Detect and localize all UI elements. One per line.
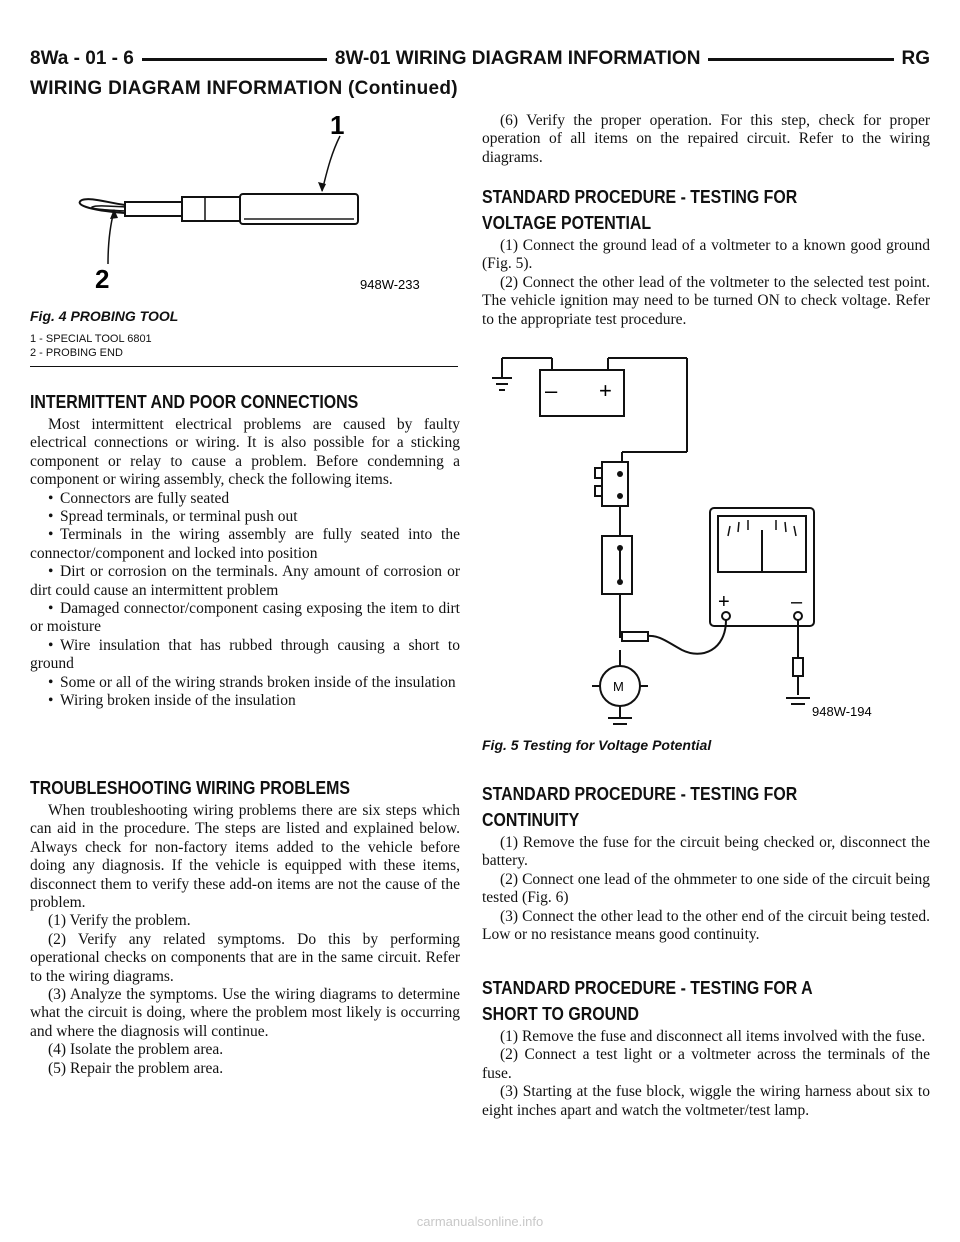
meter-plus-label: + bbox=[718, 591, 730, 613]
ground-probe bbox=[793, 658, 803, 676]
probing-tool-illustration bbox=[30, 106, 460, 311]
callout-2-leader bbox=[108, 211, 114, 264]
meter-minus-label: – bbox=[791, 591, 803, 613]
figure-legend bbox=[30, 332, 152, 360]
short-to-ground-section bbox=[482, 976, 930, 1120]
legend-item: 1 - SPECIAL TOOL 6801 bbox=[30, 333, 152, 345]
bullet-icon: • bbox=[48, 673, 54, 691]
voltmeter-neg-jack bbox=[794, 612, 802, 620]
bullet-icon: • bbox=[48, 563, 54, 581]
troubleshooting-section bbox=[30, 776, 460, 1078]
voltmeter-pos-jack bbox=[722, 612, 730, 620]
tool-collar bbox=[182, 197, 240, 221]
bullet-icon: • bbox=[48, 489, 54, 507]
watermark: carmanualsonline.info bbox=[416, 1214, 544, 1229]
step-item: (2) Connect the other lead of the voltmeter to the selected test point. The vehicle ignition may need to be turned ON to check voltage. Refer to the appropriate test procedure. bbox=[482, 273, 930, 328]
continuity-section bbox=[482, 782, 930, 944]
figure-5 bbox=[482, 350, 930, 760]
header-model: RG bbox=[901, 48, 930, 69]
step-item: (1) Remove the fuse for the circuit being checked or, disconnect the battery. bbox=[482, 834, 930, 870]
bullet-item bbox=[30, 637, 460, 674]
bullet-icon: • bbox=[48, 600, 54, 618]
bullet-text: Wire insulation that has rubbed through causing a short to ground bbox=[30, 636, 460, 673]
bullet-text: Dirt or corrosion on the terminals. Any amount of corrosion or dirt could cause an intermittent problem bbox=[30, 563, 460, 599]
bullet-item bbox=[30, 526, 460, 563]
bullet-icon: • bbox=[48, 508, 54, 526]
step-item: (1) Connect the ground lead of a voltmeter to a known good ground (Fig. 5). bbox=[482, 237, 930, 273]
dial-tick bbox=[728, 526, 730, 536]
dial-tick bbox=[785, 522, 786, 532]
step-item: (5) Repair the problem area. bbox=[48, 1059, 224, 1077]
header-rule bbox=[708, 58, 893, 61]
step-item: (2) Verify any related symptoms. Do this by performing operational checks on components that are in the same circuit. Refer to the wiring diagrams. bbox=[30, 930, 460, 985]
bullet-item bbox=[30, 674, 460, 692]
bullet-text: Spread terminals, or terminal push out bbox=[60, 508, 298, 526]
figure-caption: Fig. 4 PROBING TOOL bbox=[30, 308, 179, 324]
step-item: (3) Connect the other lead to the other end of the circuit being tested. Low or no resistance means good continuity. bbox=[482, 907, 930, 944]
bullet-icon: • bbox=[48, 636, 54, 654]
section-heading: STANDARD PROCEDURE - TESTING FOR bbox=[482, 186, 798, 207]
switch-box bbox=[602, 536, 632, 594]
paragraph: When troubleshooting wiring problems there are six steps which can aid in the procedure. The steps are listed and explained below. Always check for non-factory items added to the vehicle before doing any diagnosis. If the vehicle is equipped with these items, disconnect them to verify these add-on items are not the cause of the problem. bbox=[30, 802, 460, 912]
section-heading: STANDARD PROCEDURE - TESTING FOR bbox=[482, 783, 798, 804]
bullet-text: Damaged connector/component casing exposing the item to dirt or moisture bbox=[30, 600, 460, 636]
section-heading: SHORT TO GROUND bbox=[482, 1003, 640, 1024]
step6-block bbox=[482, 112, 930, 167]
connector-tab bbox=[595, 486, 602, 496]
paragraph: Most intermittent electrical problems are caused by faulty electrical connections or wiring. It is also possible for a sticking component or relay to cause a problem. Before condemning a component or wiring assembly, check the following items. bbox=[30, 416, 460, 489]
figure-caption: Fig. 5 Testing for Voltage Potential bbox=[482, 737, 712, 753]
bullet-icon: • bbox=[48, 526, 54, 544]
section-heading: TROUBLESHOOTING WIRING PROBLEMS bbox=[30, 777, 350, 798]
bullet-item bbox=[30, 692, 460, 710]
section-heading: STANDARD PROCEDURE - TESTING FOR A bbox=[482, 977, 813, 998]
step-item: (1) Remove the fuse and disconnect all items involved with the fuse. bbox=[500, 1028, 926, 1045]
bullet-text: Connectors are fully seated bbox=[60, 489, 230, 507]
section-heading: INTERMITTENT AND POOR CONNECTIONS bbox=[30, 391, 359, 412]
motor-label: M bbox=[613, 679, 624, 694]
dial-tick bbox=[794, 526, 796, 536]
probe-clip bbox=[622, 632, 648, 641]
callout-1: 1 bbox=[330, 110, 345, 140]
battery-plus-label: + bbox=[599, 378, 612, 403]
contact-dot bbox=[617, 493, 623, 499]
bullet-item bbox=[30, 600, 460, 637]
connector-tab bbox=[595, 468, 602, 478]
figure-code: 948W-233 bbox=[360, 277, 420, 292]
figure-rule bbox=[30, 366, 458, 367]
dial-tick bbox=[738, 522, 739, 532]
step-item: (2) Connect one lead of the ohmmeter to one side of the circuit being tested (Fig. 6) bbox=[482, 870, 930, 907]
step-item: (2) Connect a test light or a voltmeter across the terminals of the fuse. bbox=[482, 1046, 930, 1082]
bullet-icon: • bbox=[48, 692, 54, 710]
section-heading: VOLTAGE POTENTIAL bbox=[482, 212, 652, 233]
bullet-text: Terminals in the wiring assembly are fully seated into the connector/component and locked into position bbox=[30, 526, 460, 562]
callout-1-arrow bbox=[318, 182, 326, 192]
contact-dot bbox=[617, 471, 623, 477]
callout-2: 2 bbox=[95, 264, 110, 294]
tool-shaft bbox=[125, 202, 182, 216]
section-heading: CONTINUITY bbox=[482, 809, 580, 830]
figure-4 bbox=[30, 106, 460, 368]
bullet-item bbox=[30, 563, 460, 600]
bullet-item bbox=[30, 490, 460, 508]
legend-item: 2 - PROBING END bbox=[30, 347, 123, 359]
page-number: 8Wa - 01 - 6 bbox=[30, 48, 134, 69]
voltage-test-diagram bbox=[482, 350, 930, 730]
header-title: 8W-01 WIRING DIAGRAM INFORMATION bbox=[334, 48, 701, 69]
step-item: (1) Verify the problem. bbox=[48, 912, 191, 930]
step-item: (3) Analyze the symptoms. Use the wiring diagrams to determine what the circuit is doing, where the problem most likely is occurring and where the diagnosis will continue. bbox=[30, 986, 460, 1040]
callout-1-leader bbox=[322, 136, 340, 191]
step-item: (4) Isolate the problem area. bbox=[48, 1041, 224, 1059]
continued-heading: WIRING DIAGRAM INFORMATION (Continued) bbox=[30, 78, 458, 99]
figure-code: 948W-194 bbox=[812, 704, 872, 719]
bullet-text: Wiring broken inside of the insulation bbox=[60, 692, 296, 710]
step-item: (6) Verify the proper operation. For this step, check for proper operation of all items on the repaired circuit. Refer to the wiring diagrams. bbox=[482, 112, 930, 166]
voltage-section bbox=[482, 185, 930, 329]
intermittent-section bbox=[30, 390, 460, 711]
bullet-text: Some or all of the wiring strands broken inside of the insulation bbox=[60, 673, 456, 691]
connector-block bbox=[602, 462, 628, 506]
battery-minus-label: – bbox=[545, 378, 558, 403]
page-header bbox=[30, 46, 930, 72]
bullet-item bbox=[30, 508, 460, 526]
step-item: (3) Starting at the fuse block, wiggle the wiring harness about six to eight inches apart and watch the voltmeter/test lamp. bbox=[482, 1083, 930, 1119]
header-rule bbox=[142, 58, 327, 61]
